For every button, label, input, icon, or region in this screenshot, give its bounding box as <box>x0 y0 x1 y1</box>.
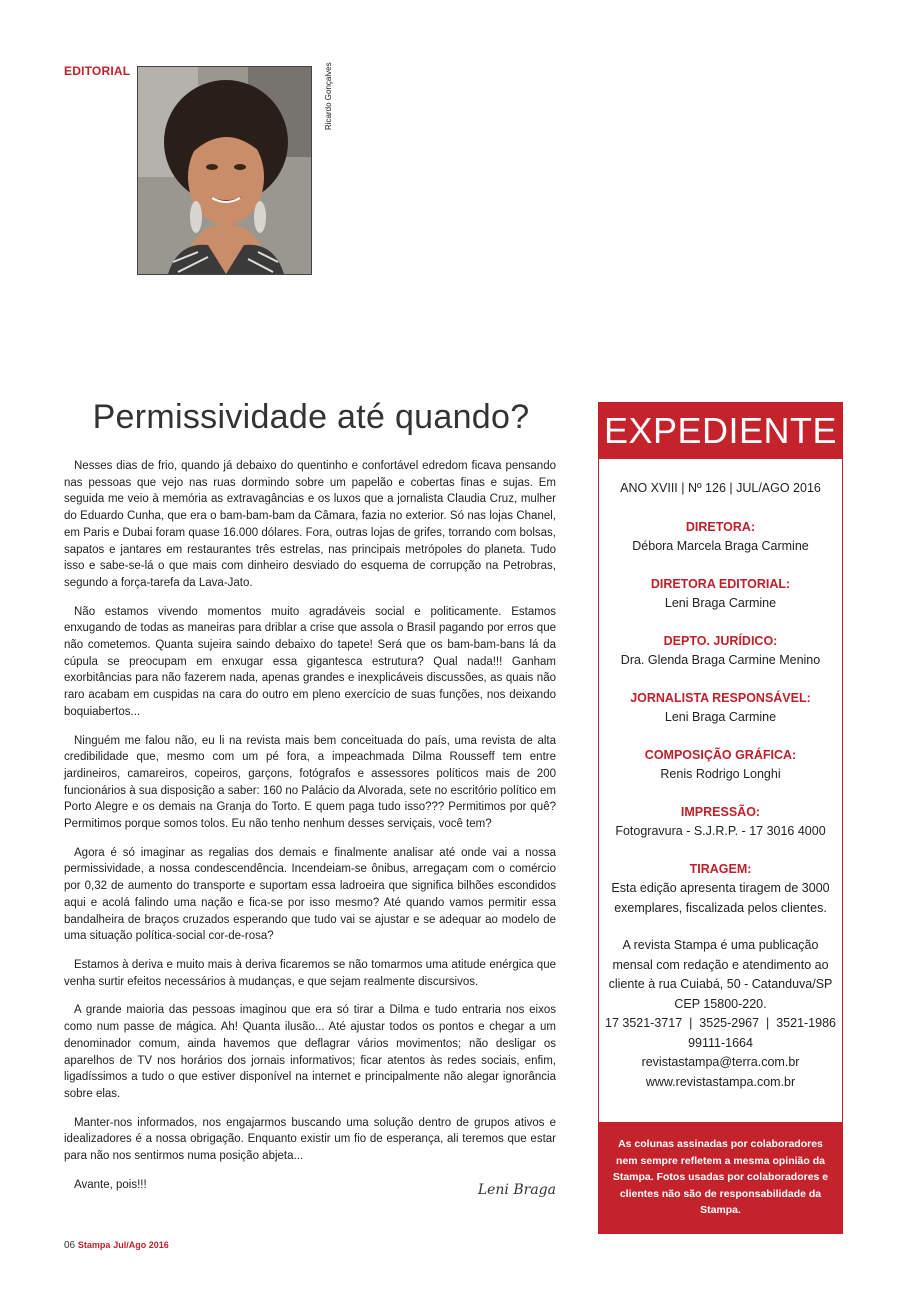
article-body <box>64 458 556 1205</box>
article-paragraph: A grande maioria das pessoas imaginou que era só tirar a Dilma e tudo entraria nos eixos como num passe de mágica. Ah! Quanta ilusão... Até ajustar todos os pontos e chegar a um denominador comum, ainda havemos que deflagrar vários movimentos; não desligar os aparelhos de TV nos horários dos jornais informativos; ficar atentos às redes sociais, enfim, ligadíssimos a tudo o que estiver disponível na internet e principalmente não alegar ignorância sobre elas. <box>64 1004 556 1100</box>
contact-website: www.revistastampa.com.br <box>645 1074 796 1089</box>
article-paragraph: Manter-nos informados, nos engajarmos buscando uma solução dentro de grupos ativos e idealizadores é a nossa obrigação. Enquanto existir um fio de esperança, ali teremos que estar para não nos sentirmos numa posição abjeta... <box>64 1116 556 1163</box>
staff-role: DIRETORA EDITORIAL: <box>650 576 791 591</box>
contact-info <box>599 936 842 1092</box>
staff-name: Esta edição apresenta tiragem de 3000 exemplares, fiscalizada pelos clientes. <box>611 881 830 915</box>
staff-role: TIRAGEM: <box>689 861 752 876</box>
expediente-box <box>598 402 843 1234</box>
disclaimer-note: As colunas assinadas por colaboradores nem sempre refletem a mesma opinião da Stampa. Fotos usadas por colaboradores e clientes não são de responsabilidade da Stampa. <box>599 1122 842 1233</box>
staff-name: Débora Marcela Braga Carmine <box>632 539 809 553</box>
staff-role: JORNALISTA RESPONSÁVEL: <box>630 690 811 705</box>
contact-phones: 17 3521-3717 | 3525-2967 | 3521-1986 <box>605 1016 836 1030</box>
staff-entry <box>599 689 842 728</box>
staff-name: Leni Braga Carmine <box>664 596 777 610</box>
staff-entry <box>599 518 842 557</box>
magazine-name: Stampa <box>77 1240 111 1250</box>
staff-entry <box>599 632 842 671</box>
contact-line: mensal com redação e atendimento ao <box>612 957 829 972</box>
issue-info: ANO XVIII | Nº 126 | JUL/AGO 2016 <box>620 481 821 495</box>
photo-credit <box>312 62 333 146</box>
staff-name: Renis Rodrigo Longhi <box>660 767 781 781</box>
staff-name: Fotogravura - S.J.R.P. - 17 3016 4000 <box>615 824 826 838</box>
expediente-body <box>599 459 842 1092</box>
author-signature: Leni Braga <box>477 1182 556 1198</box>
author-portrait-image <box>138 67 311 274</box>
staff-entry <box>599 746 842 785</box>
contact-email: revistastampa@terra.com.br <box>641 1055 800 1069</box>
article-paragraph: Estamos à deriva e muito mais à deriva ficaremos se não tomarmos uma atitude enérgica que venha surtir efeitos necessários à mudanças, e que sejam realmente discursivos. <box>64 958 556 988</box>
staff-role: IMPRESSÃO: <box>680 804 761 819</box>
photo-credit-text: Ricardo Gonçalves <box>324 62 333 130</box>
contact-line: CEP 15800-220. <box>674 996 767 1011</box>
article-paragraph: Agora é só imaginar as regalias dos demais e finalmente analisar até onde vai a nossa permissividade, a nossa condescendência. Incendeiam-se ônibus, arregaçam com o comércio por 0,32 de aumento do transporte e suportam essa ladroeira que significa bilhões escondidos aqui e acolá falindo uma nação e fica-se por isso mesmo? Até quando vamos permitir essa bandalheira de braços cruzados esperando que tudo vai se ajustar e se adequar ao modelo de uma situação política-social cor-de-rosa? <box>64 846 556 943</box>
staff-role: DIRETORA: <box>685 519 756 534</box>
staff-name: Leni Braga Carmine <box>664 710 777 724</box>
page-number: 06 <box>64 1240 76 1251</box>
article-headline: Permissividade até quando? <box>92 398 530 436</box>
article-paragraph: Ninguém me falou não, eu li na revista mais bem conceituada do país, uma revista de alta credibilidade que, mesmo com um pé fora, a impeachmada Dilma Rousseff tem entre jardineiros, camareiros, copeiros, garçons, fotógrafos e assessores políticos mais de 200 funcionários à sua disposição a saber: 160 no Palácio da Alvorada, sete no escritório político em Porto Alegre e os demais na Granja do Torto. E quem paga tudo isso??? Permitimos por quê? Permitimos porque somos tolos. Eu não tenho nenhum desses serviçais, você tem? <box>64 734 556 831</box>
article-paragraph: Avante, pois!!! <box>74 1178 147 1191</box>
expediente-title: EXPEDIENTE <box>599 403 842 459</box>
article-paragraph: Nesses dias de frio, quando já debaixo do quentinho e confortável edredom ficava pensando nas pessoas que vejo nas ruas dormindo sobre um papelão e cobertas finas e sujas. Em seguida me veio à memória as extravagâncias e os luxos que a jornalista Claudia Cruz, mulher do Eduardo Cunha, que era o bam-bam-bam da Câmara, fazia no exterior. Só nas lojas Chanel, em Paris e Dubai foram quase 16.000 dólares. Fora, outras lojas de grifes, torrando com bolsas, sapatos e jantares em restaurantes três estrelas, nas principais metrópoles do planeta. Tudo isso e sabe-se-lá o que mais com dinheiro desviado do esquema de corrupção na Petrobras, segundo a força-tarefa da Lava-Jato. <box>64 460 556 589</box>
staff-role: COMPOSIÇÃO GRÁFICA: <box>644 747 797 762</box>
staff-entry <box>599 575 842 614</box>
contact-line: A revista Stampa é uma publicação <box>622 938 819 952</box>
issue-date: Jul/Ago 2016 <box>113 1240 169 1250</box>
staff-entry <box>599 860 842 919</box>
author-photo <box>137 66 312 275</box>
section-label: EDITORIAL <box>64 64 131 78</box>
page-footer <box>64 1240 169 1251</box>
staff-role: DEPTO. JURÍDICO: <box>663 633 778 648</box>
contact-line: 99111-1664 <box>688 1035 753 1050</box>
contact-line: cliente à rua Cuiabá, 50 - Catanduva/SP <box>608 977 833 991</box>
staff-name: Dra. Glenda Braga Carmine Menino <box>620 653 821 667</box>
article-paragraph: Não estamos vivendo momentos muito agradáveis social e politicamente. Estamos enxugando de todas as maneiras para driblar a crise que assola o Brasil pagando por erros que não cometemos. Quanta sujeira saindo debaixo do tapete! Será que os bam-bam-bans lá da cúpula se preocupam em enxugar essa gigantesca estrutura? Qual nada!!! Ganham exorbitâncias para não fazerem nada, apenas grandes e inexplicáveis discussões, as quais não raro acabam em cuspidas na cara do outro em pleno exercício de suas funções, nos deixando boquiabertos... <box>64 605 556 718</box>
staff-entry <box>599 803 842 842</box>
